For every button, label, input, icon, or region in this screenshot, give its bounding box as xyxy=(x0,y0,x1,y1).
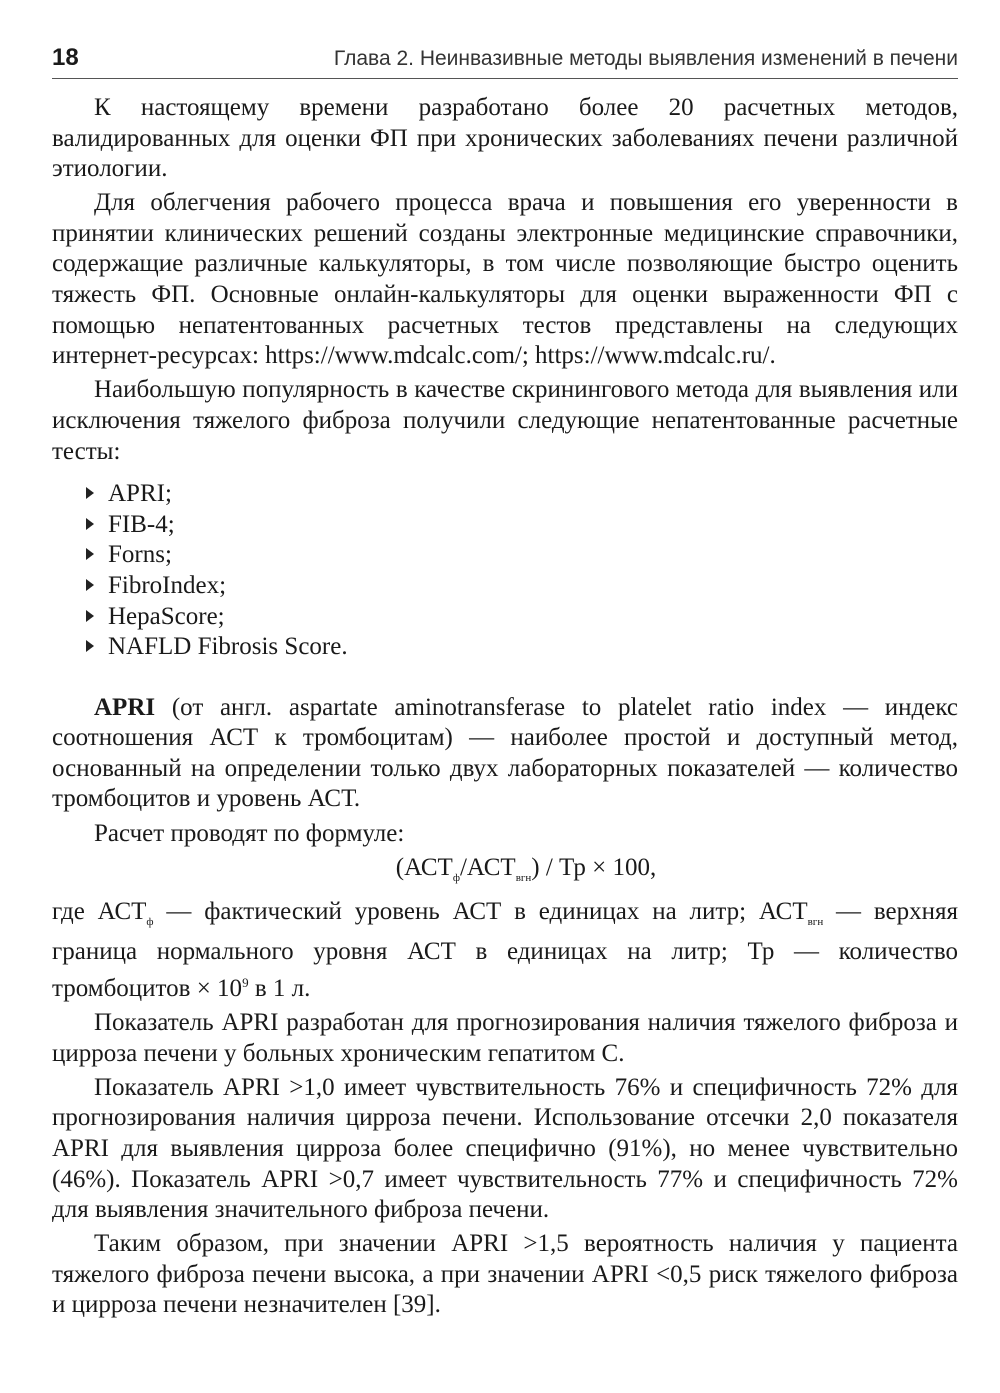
formula-subscript: ф xyxy=(452,871,460,884)
paragraph-5: Расчет проводят по формуле: xyxy=(94,819,405,847)
list-item-text: FIB-4; xyxy=(108,510,175,538)
formula-definition xyxy=(52,897,958,1005)
definition-text: — фактический уровень АСТ в единицах на литр; АСТ xyxy=(153,897,808,925)
apri-term: APRI xyxy=(94,693,156,721)
paragraph-2: Для облегчения рабочего процесса врача и повышения его уверенности в принятии клинических решений созданы электронные медицинские справочники, содержащие различные калькуляторы, в том числе позволяющие быстро оценить тяжесть ФП. Основные онлайн-калькуляторы для оценки выраженности ФП с помощью непатентованных расчетных тестов представлены на следующих интернет-ресурсах: https://www.mdcalc.com/; https://www.mdcalc.ru/. xyxy=(52,189,958,370)
bullet-triangle-icon xyxy=(86,518,94,530)
list-item xyxy=(86,510,958,541)
definition-subscript: ф xyxy=(146,915,154,928)
paragraph-9: Таким образом, при значении APRI >1,5 вероятность наличия у пациента тяжелого фиброза печени высока, а при значении APRI <0,5 риск тяжелого фиброза и цирроза печени незначителен [39]. xyxy=(52,1230,958,1319)
list-item xyxy=(86,632,958,663)
list-item xyxy=(86,540,958,571)
formula-part: ) / Тр × 100, xyxy=(531,853,657,881)
apri-description: (от англ. aspartate aminotransferase to platelet ratio index — индекс соотношения АСТ к тромбоцитам) — наиболее простой и доступный метод, основанный на определении только двух лабораторных показателей — количество тромбоцитов и уровень АСТ. xyxy=(52,693,958,813)
list-item-text: FibroIndex; xyxy=(108,571,227,599)
bullet-triangle-icon xyxy=(86,610,94,622)
bullet-triangle-icon xyxy=(86,548,94,560)
tests-list xyxy=(86,479,958,663)
list-item-text: NAFLD Fibrosis Score. xyxy=(108,633,348,661)
formula-subscript: вгн xyxy=(515,871,532,884)
bullet-triangle-icon xyxy=(86,487,94,499)
list-item-text: HepaScore; xyxy=(108,602,225,630)
formula-part: /АСТ xyxy=(459,853,516,881)
page-body xyxy=(52,79,958,1321)
list-item xyxy=(86,571,958,602)
bullet-triangle-icon xyxy=(86,640,94,652)
list-item xyxy=(86,479,958,510)
paragraph-8: Показатель APRI >1,0 имеет чувствительность 76% и специфичность 72% для прогнозирования наличия цирроза печени. Использование отсечки 2,0 показателя APRI для выявления цирроза более специфично (91%), но менее чувствительно (46%). Показатель APRI >0,7 имеет чувствительность 77% и специфичность 72% для выявления значительного фиброза печени. xyxy=(52,1073,958,1224)
definition-superscript: 9 xyxy=(242,974,249,990)
running-header xyxy=(52,44,958,79)
definition-text: где АСТ xyxy=(52,897,147,925)
list-item xyxy=(86,602,958,633)
page-number: 18 xyxy=(52,44,79,71)
list-item-text: APRI; xyxy=(108,480,172,508)
formula-part: (АСТ xyxy=(395,853,453,881)
chapter-title: Глава 2. Неинвазивные методы выявления изменений в печени xyxy=(333,47,958,70)
bullet-triangle-icon xyxy=(86,579,94,591)
paragraph-7: Показатель APRI разработан для прогнозирования наличия тяжелого фиброза и цирроза печени у больных хроническим гепатитом С. xyxy=(52,1009,958,1067)
definition-text: в 1 л. xyxy=(248,974,311,1002)
paragraph-3: Наибольшую популярность в качестве скринингового метода для выявления или исключения тяжелого фиброза получили следующие непатентованные расчетные тесты: xyxy=(52,376,958,465)
apri-formula xyxy=(52,853,958,894)
definition-text: — верхняя граница нормального уровня АСТ в единицах на литр; Тр — количество тромбоцитов × 10 xyxy=(52,897,958,1002)
list-item-text: Forns; xyxy=(108,541,172,569)
definition-subscript: вгн xyxy=(807,915,824,928)
paragraph-apri xyxy=(52,693,958,815)
paragraph-1: К настоящему времени разработано более 20 расчетных методов, валидированных для оценки ФП при хронических заболеваниях печени различной этиологии. xyxy=(52,94,958,183)
